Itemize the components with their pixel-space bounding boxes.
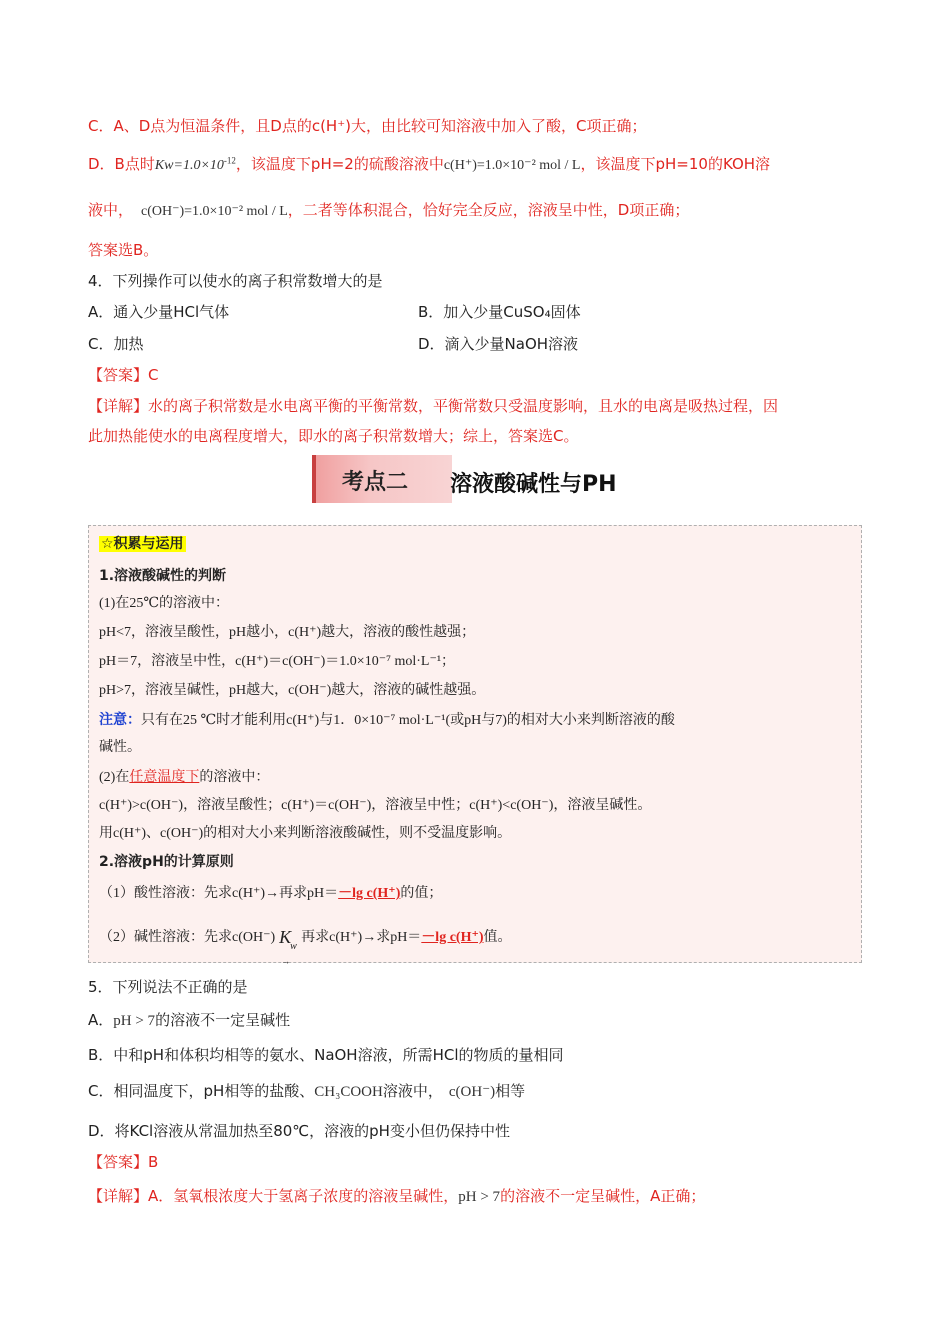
box-line-3: pH＝7，溶液呈中性，c(H⁺)＝c(OH⁻)＝1.0×10⁻⁷ mol·L⁻¹； — [99, 654, 456, 669]
text-segment: ，该温度下pH=10的KOH溶 — [580, 155, 771, 173]
box-line-5 — [99, 768, 269, 788]
h-concentration-formula: c(H⁺)=1.0×10⁻² mol / L — [443, 158, 581, 173]
q4-stem: 4．下列操作可以使水的离子积常数增大的是 — [88, 272, 383, 290]
text-segment: 的溶液中： — [199, 770, 270, 785]
box-tag-label: ☆积累与运用 — [101, 536, 184, 552]
ph-formula-acid: －lg c(H⁺) — [338, 886, 401, 901]
knowledge-box — [88, 525, 862, 966]
text-segment: （2）碱性溶液：先求c(OH⁻) — [99, 930, 276, 945]
q4-answer: 【答案】C — [88, 366, 159, 384]
previous-answer: 答案选B。 — [88, 241, 159, 259]
kw-symbol: K — [279, 927, 292, 947]
option-d-explanation — [88, 154, 770, 176]
text-segment: 的溶液不一定呈碱性 — [155, 1011, 291, 1029]
kw-formula — [154, 155, 236, 173]
q4-detail: 【详解】水的离子积常数是水电离平衡的平衡常数，平衡常数只受温度影响，且水的电离是吸热过程，因 — [88, 397, 779, 415]
q5-detail — [88, 1186, 705, 1207]
section-banner — [312, 455, 652, 505]
text-segment: ，该温度下pH=2的硫酸溶液中 — [235, 155, 444, 173]
q4-detail-cont: 此加热能使水的电离程度增大，即水的离子积常数增大；综上，答案选C。 — [88, 427, 579, 445]
note-text: 只有在25 ℃时才能利用c(H⁺)与1．0×10⁻⁷ mol·L⁻¹(或pH与7)的相对大小来判断溶液的酸 — [141, 713, 675, 728]
text-segment: 的溶液不一定呈碱性，A正确； — [500, 1187, 706, 1205]
q5-option-c — [88, 1081, 525, 1102]
acetic-acid-formula: CH₃COOH — [314, 1084, 383, 1100]
box-heading-2: 2.溶液pH的计算原则 — [99, 854, 234, 870]
text-segment: A． — [88, 1011, 114, 1029]
kw-subscript: w — [290, 941, 297, 952]
text-segment: （1）酸性溶液：先求c(H⁺)→再求pH＝ — [99, 886, 339, 901]
box-note-cont: 碱性。 — [99, 740, 141, 755]
q4-option-c: C．加热 — [88, 335, 144, 353]
box-line-2: pH<7，溶液呈酸性，pH越小，c(H⁺)越大，溶液的酸性越强； — [99, 625, 476, 640]
text-segment: 的值； — [400, 886, 443, 901]
q5-stem: 5．下列说法不正确的是 — [88, 978, 248, 996]
box-line-9 — [99, 927, 512, 966]
banner-label: 考点二 — [342, 470, 409, 495]
kw-exponent: -12 — [223, 155, 236, 166]
q5-option-b: B．中和pH和体积均相等的氨水、NaOH溶液，所需HCl的物质的量相同 — [88, 1046, 564, 1064]
oh-formula: c(OH⁻) — [448, 1084, 496, 1100]
text-segment: 液中， — [88, 201, 134, 219]
box-line-6: c(H⁺)>c(OH⁻)，溶液呈酸性；c(H⁺)＝c(OH⁻)，溶液呈中性；c(H⁺)<c(OH⁻)，溶液呈碱性。 — [99, 798, 652, 813]
ph-gt-7-formula: pH > 7 — [113, 1013, 156, 1029]
q5-answer: 【答案】B — [88, 1153, 159, 1171]
any-temperature-text: 任意温度下 — [129, 770, 200, 785]
text-segment: 【详解】A．氢氧根浓度大于氢离子浓度的溶液呈碱性， — [88, 1187, 459, 1205]
text-segment: (2)在 — [99, 770, 130, 785]
box-line-1: (1)在25℃的溶液中： — [99, 596, 229, 611]
box-tag — [99, 534, 186, 555]
text-segment: ，二者等体积混合，恰好完全反应，溶液呈中性，D项正确； — [287, 201, 690, 219]
box-heading-1: 1.溶液酸碱性的判断 — [99, 568, 227, 584]
q4-option-a: A．通入少量HCl气体 — [88, 303, 230, 321]
ph-formula-base: －lg c(H⁺) — [421, 930, 484, 945]
option-d-explanation-cont — [88, 200, 689, 222]
text-segment: C．相同温度下，pH相等的盐酸、 — [88, 1082, 315, 1100]
text-segment: 相等 — [495, 1082, 526, 1100]
text-segment: 溶液中， — [382, 1082, 443, 1100]
box-note — [99, 710, 675, 731]
option-c-explanation: C．A、D点为恒温条件，且D点的c(H⁺)大，由比较可知溶液中加入了酸，C项正确； — [88, 117, 647, 135]
text-segment: 值。 — [483, 930, 512, 945]
box-line-4: pH>7，溶液呈碱性，pH越大，c(OH⁻)越大，溶液的碱性越强。 — [99, 683, 486, 698]
kw-value: Kw=1.0×10 — [154, 158, 224, 173]
q5-option-d: D．将KCl溶液从常温加热至80℃，溶液的pH变小但仍保持中性 — [88, 1122, 510, 1140]
box-line-7: 用c(H⁺)、c(OH⁻)的相对大小来判断溶液酸碱性，则不受温度影响。 — [99, 826, 512, 841]
oh-concentration-formula: c(OH⁻)=1.0×10⁻² mol / L — [141, 204, 288, 219]
note-label: 注意： — [99, 712, 141, 728]
text-segment: 再求c(H⁺)→求pH＝ — [301, 930, 422, 945]
box-line-8 — [99, 884, 442, 904]
arrow-icon: → — [281, 956, 291, 966]
q5-option-a — [88, 1010, 290, 1031]
banner-title: 溶液酸碱性与PH — [450, 472, 617, 497]
text-segment: D．B点时 — [88, 155, 155, 173]
ph-gt-7-formula-detail: pH > 7 — [458, 1189, 501, 1205]
q4-option-b: B．加入少量CuSO₄固体 — [418, 303, 581, 321]
q4-option-d: D．滴入少量NaOH溶液 — [418, 335, 579, 353]
